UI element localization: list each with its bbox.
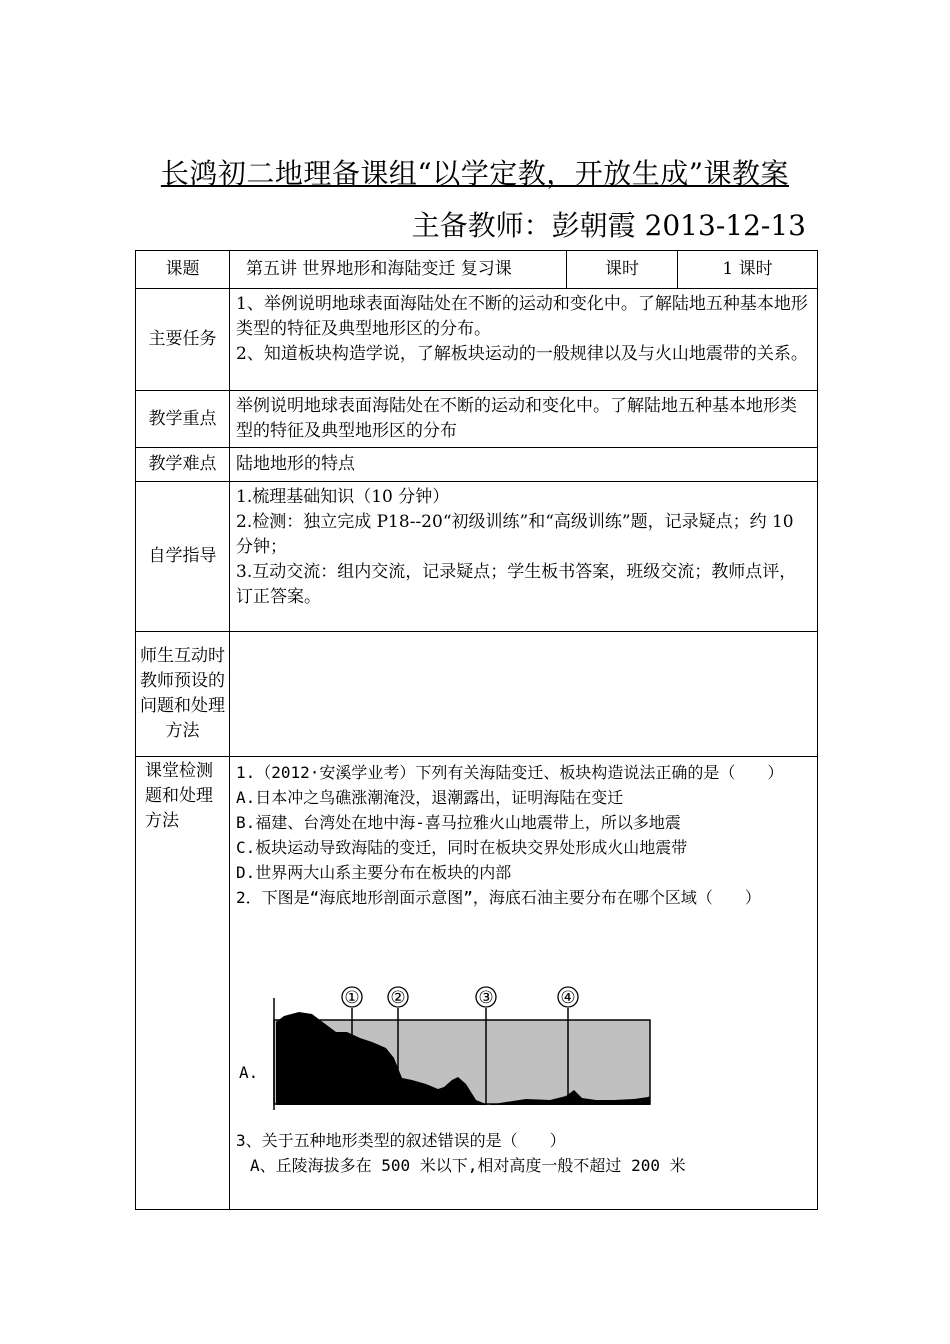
difficulty-value: 陆地地形的特点	[230, 448, 818, 482]
question-1-option: C.板块运动导致海陆的变迁，同时在板块交界处形成火山地震带	[236, 838, 688, 857]
check-content	[230, 757, 818, 1210]
difficulty-label: 教学难点	[136, 448, 230, 482]
focus-label: 教学重点	[136, 391, 230, 448]
marker-2-label: ②	[390, 988, 406, 1008]
marker-3-label: ③	[478, 988, 494, 1008]
guide-label: 自学指导	[136, 482, 230, 632]
question-1-option: A.日本冲之鸟礁涨潮淹没，退潮露出，证明海陆在变迁	[236, 788, 624, 807]
guide-item: 2.检测：独立完成 P18--20“初级训练”和“高级训练”题，记录疑点；约 10 分钟；	[236, 512, 794, 557]
question-1-option: B.福建、台湾处在地中海-喜马拉雅火山地震带上，所以多地震	[236, 813, 681, 832]
question-1-stem: 1.（2012·安溪学业考）下列有关海陆变迁、板块构造说法正确的是（ ）	[236, 763, 784, 782]
teacher-date-line: 主备教师：彭朝霞 2013-12-13	[411, 209, 806, 242]
focus-value: 举例说明地球表面海陆处在不断的运动和变化中。了解陆地五种基本地形类型的特征及典型地形区的分布	[230, 391, 818, 448]
question-3-stem: 3、关于五种地形类型的叙述错误的是（ ）	[236, 1131, 566, 1150]
guide-content	[230, 482, 818, 632]
check-label: 课堂检测题和处理方法	[136, 757, 230, 1210]
figure-partial-option: A.	[239, 1063, 259, 1082]
guide-item: 1.梳理基础知识（10 分钟）	[236, 487, 450, 507]
marker-4-label: ④	[560, 988, 576, 1008]
interaction-value	[230, 632, 818, 757]
seafloor-profile-figure	[236, 910, 811, 1128]
guide-item: 3.互动交流：组内交流，记录疑点；学生板书答案，班级交流；教师点评，订正答案。	[236, 562, 797, 607]
period-label: 课时	[567, 251, 678, 289]
task-item: 2、知道板块构造学说，了解板块运动的一般规律以及与火山地震带的关系。	[236, 344, 808, 364]
topic-label: 课题	[136, 251, 230, 289]
interaction-label: 师生互动时教师预设的问题和处理方法	[136, 632, 230, 757]
marker-1-label: ①	[344, 988, 360, 1008]
topic-value: 第五讲 世界地形和海陆变迁 复习课	[230, 251, 567, 289]
question-3-option: A、丘陵海拔多在 500 米以下,相对高度一般不超过 200 米	[250, 1156, 686, 1175]
seafloor-profile-diagram	[244, 910, 664, 1128]
task-item: 1、举例说明地球表面海陆处在不断的运动和变化中。了解陆地五种基本地形类型的特征及典型地形区的分布。	[236, 294, 808, 339]
lesson-plan-table	[135, 250, 818, 1210]
question-2-stem: 2．下图是“海底地形剖面示意图”，海底石油主要分布在哪个区域（ ）	[236, 888, 761, 907]
tasks-content	[230, 289, 818, 391]
tasks-label: 主要任务	[136, 289, 230, 391]
page-title: 长鸿初二地理备课组“以学定教，开放生成”课教案	[160, 157, 790, 190]
period-value: 1 课时	[678, 251, 818, 289]
question-1-option: D.世界两大山系主要分布在板块的内部	[236, 863, 512, 882]
